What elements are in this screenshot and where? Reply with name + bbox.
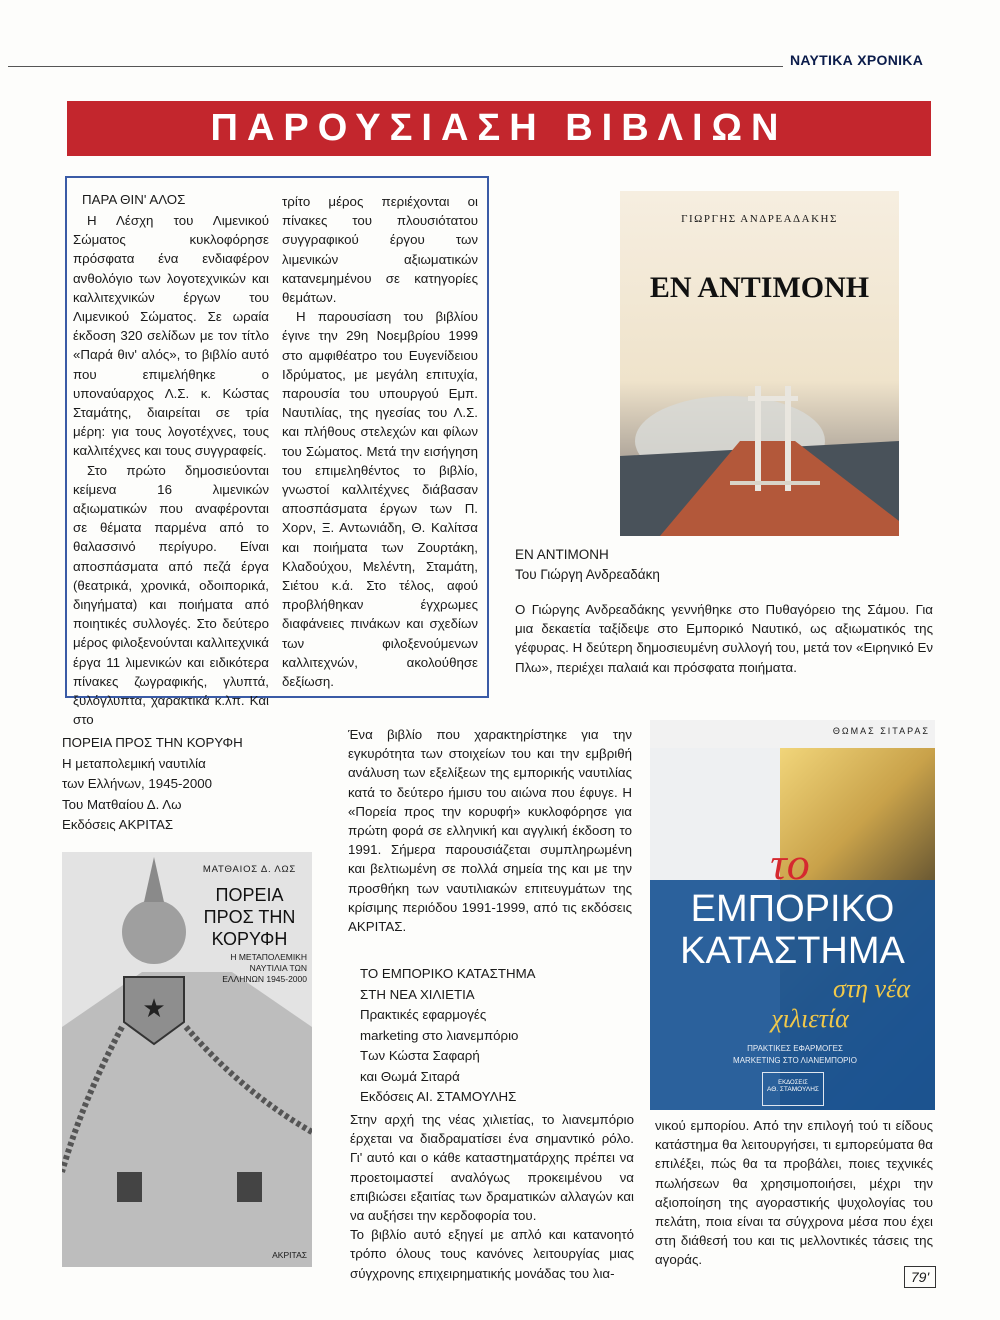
heading-line: ΤΟ ΕΜΠΟΡΙΚΟ ΚΑΤΑΣΤΗΜΑ [360,966,536,981]
paragraph: Η Λέσχη του Λιμενικού Σώματος κυκλοφόρησε πρόσφατα ένα ενδιαφέρον ανθολόγιο των λογοτεχνικών και καλλιτεχνικών έργων του Λιμενικού Σώματος. Σε ωραία έκδοση 320 σελίδων με τον τίτλο «Παρά θιν' αλός», το βιβλίο αυτό που επιμελήθηκε ο υποναύαρχος Λ.Σ. κ. Κώστας Σταμάτης, διαιρείται σε τρία μέρη: για τους λογοτέχνες, τους καλλιτέχνες και τους συγγραφείς. [73,213,269,459]
cover-subtitle: Η ΜΕΤΑΠΟΛΕΜΙΚΗ ΝΑΥΤΙΛΙΑ ΤΩΝ ΕΛΛΗΝΩΝ 1945-2000 [222,952,307,984]
header-rule [8,66,783,67]
cover-publisher: ΑΚΡΙΤΑΣ [272,1250,307,1260]
book3-heading [360,964,630,1108]
cover-title-sub2: χιλιετία [771,1004,849,1033]
anchor-left [117,1172,142,1202]
section-banner [67,101,931,156]
book2-text [348,725,632,936]
magazine-name: ΝΑΥΤΙΚΑ ΧΡΟΝΙΚΑ [790,52,924,68]
cover-title: ΠΟΡΕΙΑ ΠΡΟΣ ΤΗΝ ΚΟΡΥΦΗ [203,885,296,949]
publisher-logo-box [762,1072,824,1106]
mast-crossbar [748,396,798,401]
heading-line: Των Κώστα Σαφαρή [360,1048,480,1063]
heading-line: marketing στο λιανεμπόριο [360,1027,519,1043]
book1-caption [515,545,715,585]
mast-right [785,386,791,491]
paragraph: τρίτο μέρος περιέχονται οι πίνακες του πλουσιότατου συγγραφικού έργου των λιμενικών αξιωματικών κατανεμημένου σε κατηγορίες θεμάτων. [282,194,478,306]
book-cover-poreia [62,852,312,1267]
cover-title-line1: ΕΜΠΟΡΙΚΟ [690,888,895,930]
heading-line: ΣΤΗ ΝΕΑ ΧΙΛΙΕΤΙΑ [360,986,475,1002]
book1-text [515,600,933,677]
article1-column-2 [282,192,478,691]
book3-text-column-1 [350,1110,634,1283]
ship-deck-illustration [620,191,899,536]
heading-line: Του Ματθαίου Δ. Λω [62,796,182,812]
anchor-right [237,1172,262,1202]
book1-caption-title: ΕΝ ΑΝΤΙΜΟΝΗ [515,547,609,562]
ship-hull [62,972,312,1267]
book3-text-column-2 [655,1116,933,1270]
heading-line: Εκδόσεις ΑΙ. ΣΤΑΜΟΥΛΗΣ [360,1089,517,1104]
mast-left [755,386,761,491]
book2-heading [62,733,332,836]
article1-column-1 [73,211,269,729]
cover-small-2: MARKETING ΣΤΟ ΛΙΑΝΕΜΠΟΡΙΟ [733,1056,857,1065]
cover-title-line2: ΚΑΤΑΣΤΗΜΑ [680,930,905,972]
article1-heading: ΠΑΡΑ ΘΙΝ' ΑΛΟΣ [82,192,186,207]
cover-title: ΕΝ ΑΝΤΙΜΟΝΗ [649,271,870,304]
cover-author: ΘΩΜΑΣ ΣΙΤΑΡΑΣ [832,726,930,736]
book-cover-emporiko-katastima [650,720,935,1110]
paragraph: Στην αρχή της νέας χιλιετίας, το λιανεμπόριο έρχεται να διαδραματίσει ένα σημαντικό ρόλο. Γι' αυτό και ο κάθε καταστηματάρχης πρέπει να προετοιμαστεί αναλόγως προκειμένου να επιβιώσει εξαιτίας των δραματικών αλλαγών και να αυξήσει την κερδοφορία του. [350,1112,634,1224]
publisher-logo-line1: ΕΚΔΟΣΕΙΣ [778,1080,808,1086]
paragraph: Ο Γιώργης Ανδρεαδάκης γεννήθηκε στο Πυθαγόρειο της Σάμου. Για μια δεκαετία ταξίδεψε στο Εμπορικό Ναυτικό, ως αξιωματικός της γέφυρας. Η δεύτερη δημοσιευμένη συλλογή του, μετά τον «Ειρηνικό Εν Πλω», περιέχει παλαιά και πρόσφατα ποιήματα. [515,602,933,675]
bow-emblem-circle [122,900,186,964]
paragraph: Ένα βιβλίο που χαρακτηρίστηκε για την εγκυρότητα των στοιχείων του και την εμβριθή ανάλυση των εξελίξεων της εμπορικής ναυτιλίας κατά το δεύτερο ήμισυ του αιώνα που έφυγε. Η «Πορεία προς την κορυφή» κυκλοφόρησε για πρώτη φορά σε ελληνική και αγγλική έκδοση το 1991. Σήμερα παρουσιάζεται συμπληρωμένη και βελτιωμένη σε πολλά σημεία της και με την προσθήκη των ναυτιλιακών επιτευγμάτων της κρίσιμης περιόδου 1991-1999, από τις εκδόσεις ΑΚΡΙΤΑΣ. [348,727,632,935]
heading-line: ΠΟΡΕΙΑ ΠΡΟΣ ΤΗΝ ΚΟΡΥΦΗ [62,735,243,750]
cover-author: ΜΑΤΘΑΙΟΣ Δ. ΛΩΣ [202,864,297,875]
paragraph: Η παρουσίαση του βιβλίου έγινε την 29η Νοεμβρίου 1999 στο αμφιθέατρο του Ευγενίδειου Ιδρύματος, με μεγάλη επιτυχία, παρουσία του υπουργού Εμπ. Ναυτιλίας, της ηγεσίας του Λ.Σ. και πλήθους στελεχών και φίλων του Σώματος. Μετά την εισήγηση του επιμεληθέντος το βιβλίο, γνωστοί καλλιτέχνες διάβασαν αποσπάσματα έργων των Π. Χορν, Ξ. Αντωνιάδη, Θ. Καλίτσα και ποιήματα των Ζουρτάκη, Κλαδούχου, Μελέντη, Σταμάτη, Σιέτου κ.ά. Στο τέλος, αφού προβλήθηκαν έγχρωμες διαφάνειες πινάκων και σχεδίων των φιλοξενούμενων καλλιτεχνών, ακολούθησε δεξίωση. [282,309,478,690]
deck-railing [730,481,820,485]
heading-line: των Ελλήνων, 1945-2000 [62,776,213,791]
heading-line: Εκδόσεις ΑΚΡΙΤΑΣ [62,817,174,832]
cover-author: ΓΙΩΡΓΗΣ ΑΝΔΡΕΑΔΑΚΗΣ [681,213,838,225]
page-number: 79' [904,1266,936,1288]
heading-line: και Θωμά Σιταρά [360,1068,460,1084]
heading-line: Πρακτικές εφαρμογές [360,1007,487,1022]
publisher-logo-line2: ΑΘ. ΣΤΑΜΟΥΛΗΣ [767,1086,819,1093]
book1-caption-author: Του Γιώργη Ανδρεαδάκη [515,567,660,582]
cover-title-to: το [770,838,810,889]
shield-star: ★ [142,993,166,1023]
paragraph: Το βιβλίο αυτό εξηγεί με απλό και κατανοητό τρόπο όλους τους κανόνες λειτουργίας μιας σύγχρονης επιχειρηματικής μονάδας του λια- [350,1227,634,1281]
cover-small-1: ΠΡΑΚΤΙΚΕΣ ΕΦΑΡΜΟΓΕΣ [747,1044,843,1053]
cover-title-sub1: στη νέα [833,974,910,1003]
heading-line: Η μεταπολεμική ναυτιλία [62,755,206,771]
paragraph: Στο πρώτο δημοσιεύονται κείμενα 16 λιμενικών αξιωματικών που αναφέρονται σε θέματα παρμένα από το θαλασσινό περίγυρο. Είναι αποσπάσματα από πεζά έργα (θεατρικά, χρονικά, οδοιπορικά, διηγήματα) και ποιήματα από ποιητικές συλλογές. Στο δεύτερο μέρος φιλοξενούνται καλλιτεχνικά έργα 11 λιμενικών και ειδικότερα πίνακες ζωγραφικής, γλυπτά, ξυλόγλυπτα, χαρακτικά κ.λπ. Και στο [73,462,269,728]
section-title: ΠΑΡΟΥΣΙΑΣΗ ΒΙΒΛΙΩΝ [210,107,788,149]
book-cover-en-antimoni [620,191,899,536]
paragraph: νικού εμπορίου. Από την επιλογή τού τι είδους κατάστημα θα λειτουργήσει, τι εμπορεύματα θα επιλέξει, πώς θα τα προβάλει, ποιες τεχνικές πωλήσεων θα χρησιμοποιήσει, μέχρι την αξιοποίηση της αγοραστικής ψυχολογίας του πελάτη, ποια είναι τα σύγχρονα μέσα που έχει στη διάθεσή του και τις μελλοντικές τάσεις της αγοράς. [655,1118,933,1268]
